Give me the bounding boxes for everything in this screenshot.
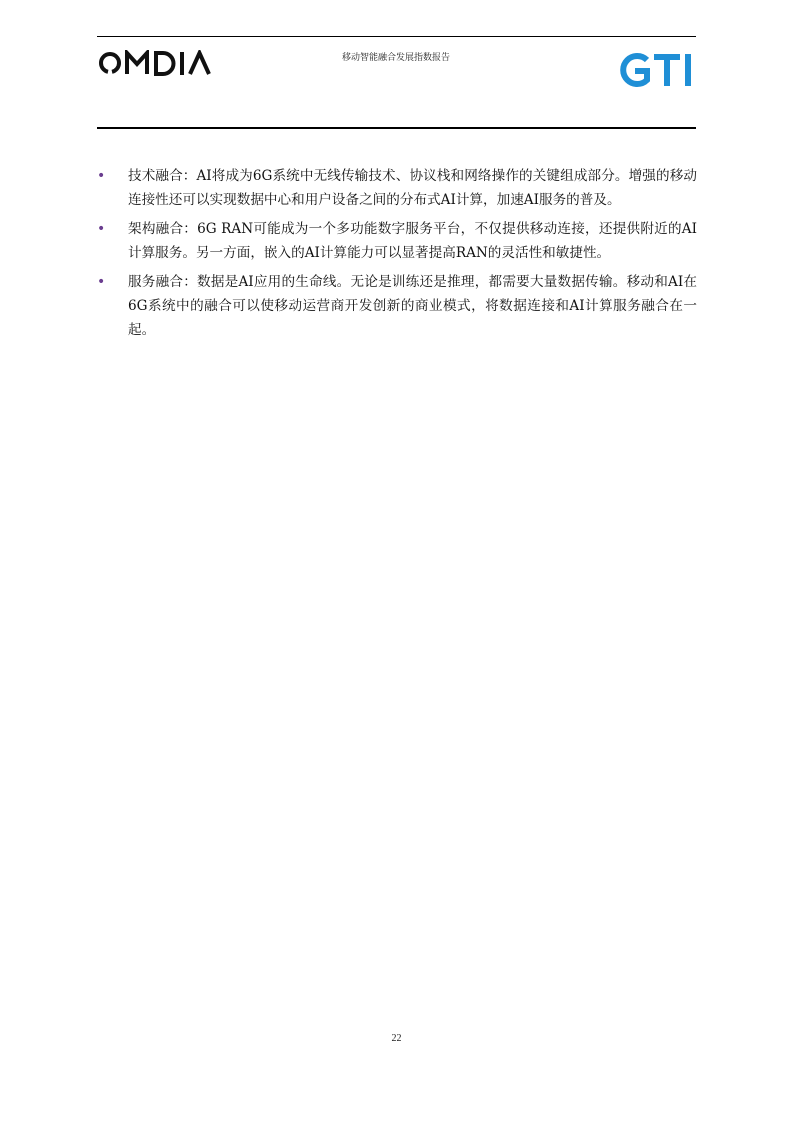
bullet-text: 架构融合：6G RAN可能成为一个多功能数字服务平台，不仅提供移动连接，还提供附近的AI计算服务。另一方面，嵌入的AI计算能力可以显著提高RAN的灵活性和敏捷性。 <box>128 221 697 261</box>
gti-logo <box>617 52 695 88</box>
bullet-text: 服务融合：数据是AI应用的生命线。无论是训练还是推理，都需要大量数据传输。移动和AI在6G系统中的融合可以使移动运营商开发创新的商业模式，将数据连接和AI计算服务融合在一起。 <box>128 274 697 338</box>
omdia-logo <box>97 50 213 76</box>
bullet-marker: • <box>97 274 106 290</box>
list-item <box>97 164 697 212</box>
header-top-rule <box>97 36 696 37</box>
list-item <box>97 217 697 265</box>
bullet-marker: • <box>97 168 106 184</box>
bullet-marker: • <box>97 221 106 237</box>
header-title: 移动智能融合发展指数报告 <box>341 53 450 63</box>
bullet-list <box>97 164 697 347</box>
header-bottom-rule <box>97 127 696 129</box>
list-item <box>97 270 697 342</box>
page-number: 22 <box>391 1033 402 1044</box>
bullet-text: 技术融合：AI将成为6G系统中无线传输技术、协议栈和网络操作的关键组成部分。增强的移动连接性还可以实现数据中心和用户设备之间的分布式AI计算，加速AI服务的普及。 <box>128 168 697 208</box>
